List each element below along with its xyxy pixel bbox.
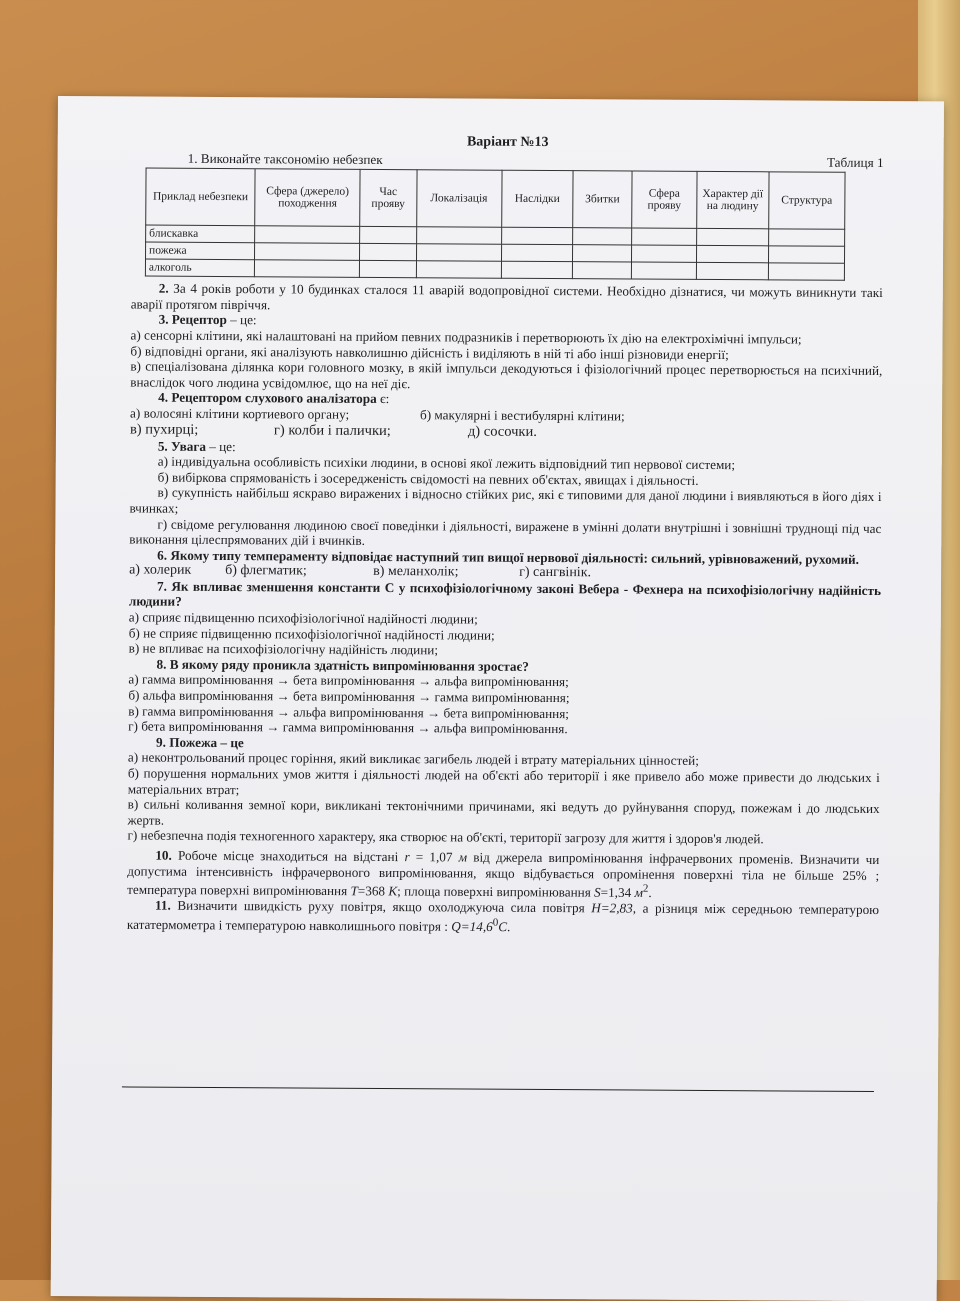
answer-option: а) сенсорні клітини, які налаштовані на прийом певних подразників і перетворюють їх дію на електрохімічні імпульси; [130,327,802,347]
question-10 [127,847,879,902]
variable-q: Q=14,6 [451,918,493,934]
table-cell [416,261,501,279]
table-cell [416,227,501,245]
table-cell [573,245,632,262]
answer-option: в) сильні коливання земної кори, викликані тектонічними причинами, які ведуть до руйнування споруд, пожежам і до людських жертв. [127,796,880,828]
answer-option: б) альфа випромінювання → бета випромінювання → гамма випромінювання; [128,687,570,706]
table-cell [416,244,501,262]
table-cell [501,261,573,278]
table-row-label: алкоголь [145,259,254,277]
question-tail: – це: [226,312,257,328]
question-text: Рецептор [171,312,227,328]
answer-option: г) свідоме регулювання людиною своєї поведінки і діяльності, виражене в умінні долати внутрішні і зовнішні труднощі під час виконання цілеспрямованих дій і вчинків. [129,516,882,548]
table-header-cell: Характер дії на людину [697,172,769,229]
table-cell [697,229,769,246]
question-text: Увага [171,438,207,454]
unit-m: м [458,849,468,865]
question-tail: – це: [205,438,236,454]
table-cell [360,244,416,261]
answer-option: г) бета випромінювання → гамма випромінювання → альфа випромінювання. [128,718,568,737]
answer-option: в) сукупність найбільш яскраво виражених і відносно стійких рис, які є типовими для даної людини і виявляються в його діях і вчинках; [129,484,882,516]
answer-option: в) меланхолік; [373,564,459,580]
table-cell [768,229,844,246]
table-cell [360,261,416,278]
table-cell [360,227,416,244]
answer-option: а) сприяє підвищенню психофізіологічної надійності людини; [128,609,478,627]
question-1-header [132,150,884,170]
table-cell [501,244,573,261]
superscript-2: 2 [642,882,649,895]
table-header-cell: Збитки [573,171,632,228]
table-cell [255,260,360,278]
answer-option: в) гамма випромінювання → альфа випромінювання → бета випромінювання; [128,703,570,721]
table-header-cell: Сфера (джерело) походження [255,169,360,227]
variable-s: S [594,884,601,900]
question-text: Робоче місце знаходиться на відстані [171,847,405,865]
taxonomy-table [145,168,846,281]
answer-option: д) сосочки. [467,423,537,440]
question-number: 4. [158,389,169,406]
table-cell [573,262,632,279]
table-caption: Таблиця 1 [826,154,884,170]
answer-option: г) небезпечна подія техногенного характеру, яка створює на об'єкті, території загрозу для життя і здоров'я людей. [127,827,764,847]
question-9-text: 9. Пожежа – це [156,734,244,750]
table-header-row [146,168,845,229]
exam-sheet [51,96,944,1301]
answer-option: б) вибіркова спрямованість і зосередженість свідомості на певних об'єктах, явищах і діяльності. [157,469,699,488]
question-text: ; площа поверхні випромінювання [397,883,595,900]
table-cell [501,227,573,244]
answer-option: в) не впливає на психофізіологічну надійність людини; [128,640,439,658]
answer-option: а) волосяні клітини кортиевого органу; [130,405,350,422]
question-2 [131,281,883,317]
answer-option: а) індивідуальна особливість психіки людини, в основі якої лежить відповідний тип нервової системи; [157,453,736,473]
answer-option: г) колби і палички; [273,421,391,439]
answer-option: г) сангвінік. [519,565,592,581]
table-cell [573,228,632,245]
table-row-label: блискавка [146,225,255,243]
table-cell [631,228,696,245]
answer-option: а) холерик [129,562,192,579]
table-cell [631,245,696,262]
question-text: . [506,918,511,934]
table-row [145,259,844,280]
sheet-content [127,132,884,936]
question-text: Визначити швидкість руху повітря, якщо охолоджуюча сила повітря [170,897,592,916]
question-1-text: 1. Виконайте таксономію небезпек [187,150,383,167]
question-text: =1,34 [600,884,635,901]
table-cell [696,246,768,263]
answer-option: б) відповідні органи, які аналізують навколишню дійсність і виділяють в ній ті або інші різновиди енергії; [130,343,729,362]
table-header-cell: Структура [768,172,845,229]
unit-m2: м [634,885,643,901]
table-header-cell: Сфера прояву [632,171,697,228]
question-7-text: 7. Як впливає зменшення константи С у психофізіологічному законі Вебера - Фехнера на психофізіологічну надійність людини? [128,578,882,610]
table-header-cell: Приклад небезпеки [146,168,256,226]
answer-option: б) флегматик; [225,563,307,579]
answer-option: а) неконтрольований процес горіння, який викликає загибель людей і втрату матеріальних цінностей; [127,749,699,769]
variable-t: T [350,883,358,899]
question-number: 5. [157,438,168,454]
question-text: За 4 років роботи у 10 будинках сталося 11 аварій водопровідної системи. Необхідно дізнатися, чи можуть виникнути такі аварії протягом півріччя. [130,280,883,313]
question-6-text: 6. Якому типу темпераменту відповідає наступний тип вищої нервової діяльності: сильний, урівноважений, рухомий. [157,547,860,567]
table-cell [768,263,844,280]
variant-title: Варіант №13 [466,134,549,150]
table-row-label: пожежа [146,242,255,260]
answer-option: в) пухирці; [129,420,199,438]
answer-option: б) макулярні і вестибулярні клітини; [420,407,625,424]
question-number: 3. [158,311,169,328]
question-text: Рецептором слухового аналізатора [171,390,377,407]
unit-k: K [388,883,398,899]
answer-option: б) не сприяє підвищенню психофізіологічної надійності людини; [128,625,495,643]
table-cell [696,263,768,280]
question-text: =368 [357,883,389,899]
question-text: від джерела випромінювання інфрачервоних променів. Визначити чи допустима інтенсивність інфрачервоного випромінювання, якщо відбувається опромінення поверхні тіла не більше 25% ; температура поверхні випромінювання [127,849,880,899]
answer-option: а) гамма випромінювання → бета випромінювання → альфа випромінювання; [128,671,569,690]
question-tail: є: [376,391,390,407]
table-cell [631,262,696,279]
question-11 [127,898,879,937]
answer-option: в) спеціалізована ділянка кори головного мозку, в якій імпульси декодуються і фізіологічний процес перетворюється на психічний, внаслідок чого людина усвідомлює, що на неї діє. [130,358,883,391]
unit-c: C [498,918,508,934]
answer-option: б) порушення нормальних умов життя і діяльності людей на об'єкті або території і яке привело або може привести до людських і матеріальних втрат; [127,765,880,797]
question-text: . [648,885,652,901]
question-number: 11. [155,897,171,913]
table-header-cell: Наслідки [501,170,573,227]
question-text: = 1,07 [409,849,459,865]
table-cell [768,246,844,263]
question-8-text: 8. В якому ряду проникла здатність випромінювання зростає? [156,656,529,674]
table-header-cell: Локалізація [416,170,501,228]
table-cell [255,226,360,244]
question-text: , а різниця між середньою температурою кататермометра і температурою навколишнього повітря : [126,900,880,934]
table-header-cell: Час прояву [360,170,417,227]
table-cell [255,243,360,261]
degree-mark: 0 [492,916,499,929]
question-number: 2. [158,280,169,296]
question-number: 10. [155,847,172,863]
variable-h: H=2,83 [591,900,633,916]
variable-r: r [404,849,410,865]
bottom-rule [122,1086,874,1092]
